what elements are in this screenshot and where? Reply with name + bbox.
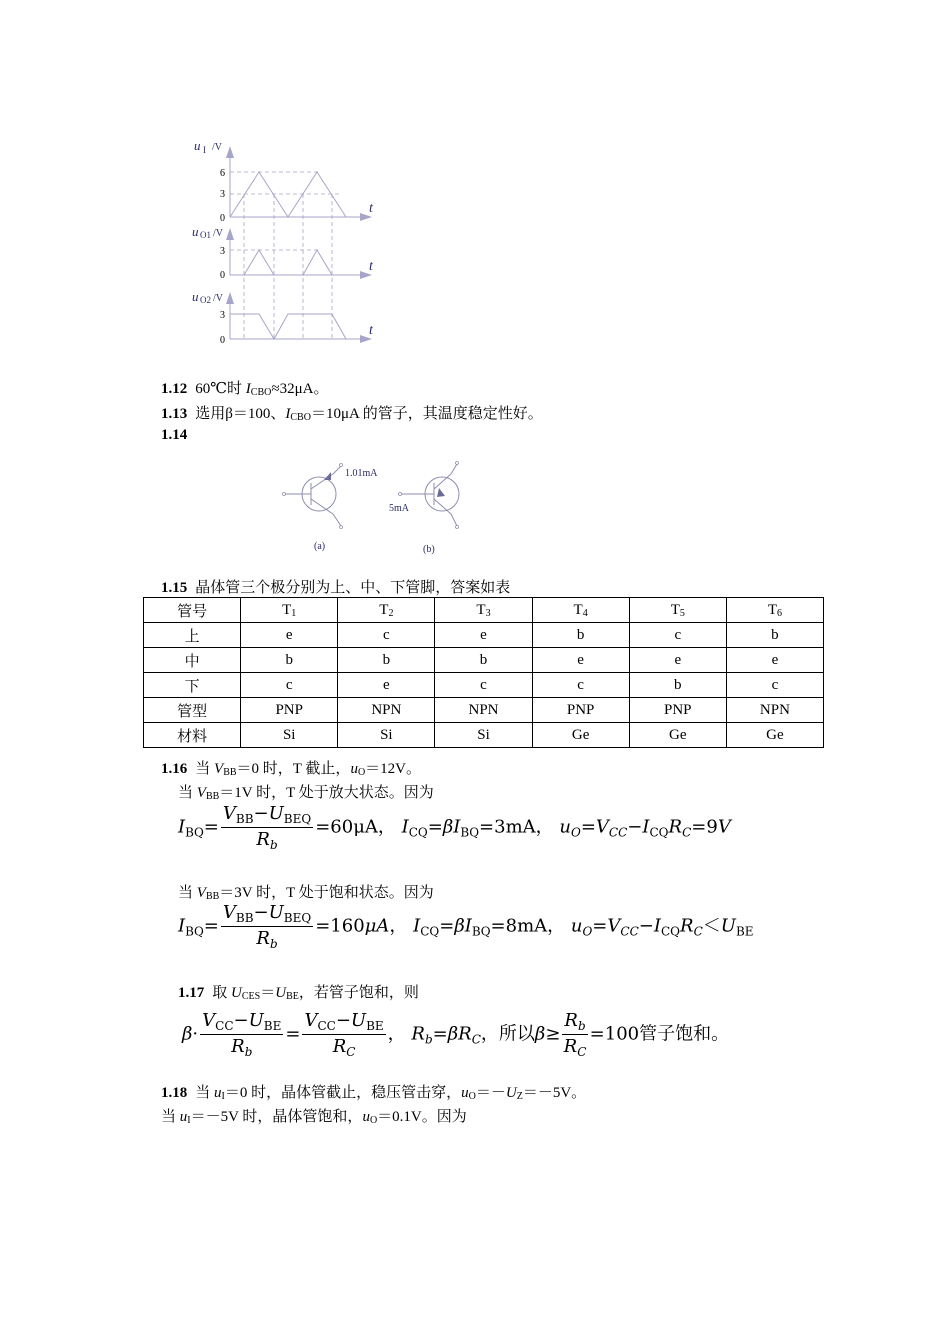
table-cell: c [338,623,435,648]
item-number: 1.15 [161,580,188,596]
tick-label: 0 [220,335,225,346]
ax1-label: u [194,138,201,153]
ax2-label: u [192,224,199,239]
ax3-unit: /V [213,293,223,304]
item-1-15: 1.15 晶体管三个极分别为上、中、下管脚，答案如表 [161,580,511,596]
transistor-figure [275,458,475,558]
item-1-12: 1.12 60℃时 $I_{CBO}\approx 32\mu A$。 [161,381,329,398]
item-number: 1.12 [161,381,188,397]
item-number: 1.14 [161,427,188,443]
table-cell: e [241,623,338,648]
item-number: 1.17 [178,985,205,1001]
item-1-14 [161,427,195,444]
table-row [144,698,824,723]
table-cell: b [532,623,629,648]
table-cell: Si [435,723,532,748]
table-cell: b [435,648,532,673]
q116-line3: 当 $V_{BB}=3V$ 时，T 处于饱和状态。因为 [178,885,434,902]
table-cell: e [629,648,726,673]
table-header-row [144,598,824,623]
equation-1: $I_{BQ}=$ $\frac{V_{BB}-U_{BEQ}}{R_b}$ =60μA， $I_{CQ}=\beta I_{BQ}=3mA$， $u_O=V_{CC}-I_{CQ}R_C=9V$ [178,803,731,852]
table-cell: Si [241,723,338,748]
ax2-unit: /V [213,228,223,239]
item-number: 1.13 [161,406,188,422]
table-cell: PNP [629,698,726,723]
table-cell: e [532,648,629,673]
table-cell: Si [338,723,435,748]
ax1-sub: I [203,145,206,155]
table-cell: Ge [629,723,726,748]
ax3-sub: O2 [200,295,211,305]
table-cell: c [532,673,629,698]
header-cell: $T_6$ [726,598,823,623]
tick-label: 3 [220,189,225,200]
header-cell: $T_5$ [629,598,726,623]
row-label: 下 [144,673,241,698]
tick-label: 0 [220,270,225,281]
caption-b: (b) [423,544,435,555]
row-label: 材料 [144,723,241,748]
table-row [144,623,824,648]
t-label-1: t [369,201,373,216]
answer-table [143,597,824,748]
header-cell: 管号 [144,598,241,623]
table-cell: NPN [338,698,435,723]
item-number: 1.18 [161,1085,188,1101]
equation-2: $I_{BQ}=$ $\frac{V_{BB}-U_{BEQ}}{R_b}$ =160μA， $I_{CQ}=\beta I_{BQ}=8mA$， $u_O=V_{CC}-I_{CQ}R_C<U_{BE}$ [178,902,754,951]
caption-a: (a) [314,541,326,552]
table-row [144,723,824,748]
tick-label: 3 [220,310,225,321]
table-cell: e [726,648,823,673]
q118-line2: 当 $u_I=-5V$ 时，晶体管饱和，$u_O=0.1V$。因为 [161,1109,467,1126]
ax2-sub: O1 [200,230,211,240]
table-cell: c [629,623,726,648]
table-cell: NPN [726,698,823,723]
table-cell: PNP [532,698,629,723]
row-label: 中 [144,648,241,673]
ax1-unit: /V [212,142,222,153]
table-cell: PNP [241,698,338,723]
tick-label: 0 [220,213,225,224]
current-label-a: 1.01mA [345,468,378,479]
equation-3: β· $\frac{V_{CC}-U_{BE}}{R_b}$ = $\frac{V_{CC}-U_{BE}}{R_C}$ ， $R_b=\beta R_C$，所以β≥ $\frac{R_b}{R_C}$ =100管子饱和。 [182,1010,730,1059]
item-1-17: 1.17 取 $U_{CES}=U_{BE}$，若管子饱和，则 [178,985,419,1002]
table-cell: c [726,673,823,698]
header-cell: $T_3$ [435,598,532,623]
header-cell: $T_1$ [241,598,338,623]
q116-line2: 当 $V_{BB}=1V$ 时，T 处于放大状态。因为 [178,785,434,802]
waveform-figure [180,130,390,355]
table-cell: b [726,623,823,648]
header-cell: $T_4$ [532,598,629,623]
table-cell: c [435,673,532,698]
table-cell: b [241,648,338,673]
table-cell: c [241,673,338,698]
table-row [144,673,824,698]
table-cell: Ge [726,723,823,748]
table-cell: e [435,623,532,648]
table-cell: NPN [435,698,532,723]
table-row [144,648,824,673]
tick-label: 6 [220,168,225,179]
table-cell: e [338,673,435,698]
t-label-2: t [369,259,373,274]
t-label-3: t [369,323,373,338]
row-label: 管型 [144,698,241,723]
table-cell: b [338,648,435,673]
item-1-16: 1.16 当 $V_{BB}=0$ 时，T 截止，$u_O=12V$。 [161,761,422,778]
tick-label: 3 [220,246,225,257]
table-cell: Ge [532,723,629,748]
item-number: 1.16 [161,761,188,777]
row-label: 上 [144,623,241,648]
item-1-18: 1.18 当 $u_I=0$ 时，晶体管截止，稳压管击穿，$u_O=-U_Z=-5V$。 [161,1085,587,1102]
header-cell: $T_2$ [338,598,435,623]
ax3-label: u [192,289,199,304]
item-1-13: 1.13 选用β＝100、$I_{CBO}=10\mu A$ 的管子，其温度稳定性好。 [161,406,543,423]
table-cell: b [629,673,726,698]
current-label-b: 5mA [389,503,409,514]
